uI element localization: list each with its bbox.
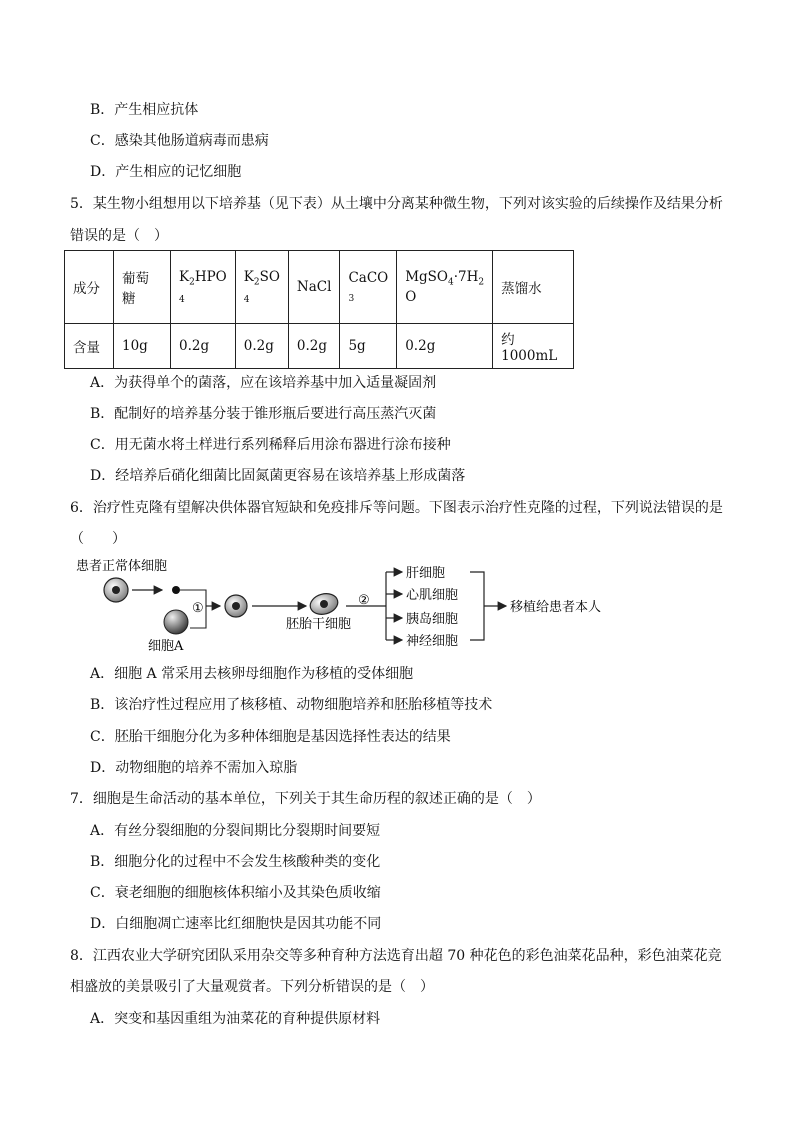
q8-option-a: A．突变和基因重组为油菜花的育种提供原材料 — [90, 1011, 381, 1027]
q5-stem-line1: 5．某生物小组想用以下培养基（见下表）从土壤中分离某种微生物，下列对该实验的后续操作及结果分析 — [70, 196, 723, 212]
q7-option-c: C．衰老细胞的细胞核体积缩小及其染色质收缩 — [90, 885, 381, 901]
q4-option-c: C．感染其他肠道病毒而患病 — [90, 133, 269, 149]
value-k2hpo4: 0.2g — [171, 324, 236, 369]
value-mgso4: 0.2g — [397, 324, 493, 369]
table-value-row — [65, 324, 574, 369]
q4-option-b: B．产生相应抗体 — [90, 102, 199, 118]
transplant-label: 移植给患者本人 — [510, 600, 602, 615]
cell-a-label: 细胞A — [148, 639, 184, 654]
value-nacl: 0.2g — [288, 324, 340, 369]
target-islet: 胰岛细胞 — [406, 612, 459, 627]
step1-label: ① — [192, 601, 204, 616]
reconstructed-cell — [225, 595, 247, 617]
q6-option-a: A．细胞 A 常采用去核卵母细胞作为移植的受体细胞 — [90, 666, 414, 682]
q7-option-d: D．白细胞凋亡速率比红细胞快是因其功能不同 — [90, 916, 382, 932]
branch-right — [470, 572, 484, 640]
q6-option-b: B．该治疗性过程应用了核移植、动物细胞培养和胚胎移植等技术 — [90, 697, 493, 713]
q8-stem-line2: 相盛放的美景吸引了大量观赏者。下列分析错误的是（ ） — [70, 979, 434, 995]
col-water: 蒸馏水 — [493, 251, 574, 324]
nucleus-dot — [172, 586, 180, 594]
q7-option-b: B．细胞分化的过程中不会发生核酸种类的变化 — [90, 854, 381, 870]
col-caco3: CaCO 3 — [340, 251, 397, 324]
q4-option-d: D．产生相应的记忆细胞 — [90, 164, 242, 180]
col-glucose: 葡萄糖 — [114, 251, 171, 324]
q5-option-b: B．配制好的培养基分装于锥形瓶后要进行高压蒸汽灭菌 — [90, 406, 437, 422]
target-cardiac: 心肌细胞 — [406, 588, 459, 603]
value-label: 含量 — [65, 324, 114, 369]
value-glucose: 10g — [114, 324, 171, 369]
col-k2hpo4: $K_2HPO$ 4 — [171, 251, 236, 324]
q5-option-c: C．用无菌水将土样进行系列稀释后用涂布器进行涂布接种 — [90, 437, 451, 453]
step2-label: ② — [358, 593, 370, 608]
q6-option-c: C．胚胎干细胞分化为多种体细胞是基因选择性表达的结果 — [90, 729, 451, 745]
target-neuron: 神经细胞 — [406, 634, 459, 649]
q6-stem-line1: 6．治疗性克隆有望解决供体器官短缺和免疫排斥等问题。下图表示治疗性克隆的过程，下列说法错误的是 — [70, 500, 723, 516]
embryonic-stem-cell — [308, 591, 340, 618]
value-caco3: 5g — [340, 324, 397, 369]
q7-stem: 7．细胞是生命活动的基本单位，下列关于其生命历程的叙述正确的是（ ） — [70, 791, 541, 807]
q6-stem-line2: （ ） — [70, 531, 126, 547]
header-label: 成分 — [65, 251, 114, 324]
col-k2so4: $K_2SO$ 4 — [235, 251, 288, 324]
q5-stem-line2: 错误的是（ ） — [70, 228, 168, 244]
q7-option-a: A．有丝分裂细胞的分裂间期比分裂期时间要短 — [90, 823, 381, 839]
es-cell-label: 胚胎干细胞 — [286, 617, 352, 632]
patient-somatic-cell — [104, 578, 128, 602]
q8-stem-line1: 8．江西农业大学研究团队采用杂交等多种育种方法选育出超 70 种花色的彩色油菜花品种，彩色油菜花竞 — [70, 948, 722, 964]
q5-option-a: A．为获得单个的菌落，应在该培养基中加入适量凝固剂 — [90, 375, 437, 391]
patient-cell-label: 患者正常体细胞 — [76, 559, 168, 574]
q5-option-d: D．经培养后硝化细菌比固氮菌更容易在该培养基上形成菌落 — [90, 468, 466, 484]
q6-option-d: D．动物细胞的培养不需加入琼脂 — [90, 760, 298, 776]
therapeutic-cloning-diagram — [76, 556, 656, 656]
value-water: 约 1000mL — [493, 324, 574, 369]
value-k2so4: 0.2g — [235, 324, 288, 369]
col-mgso4: $MgSO_4\cdot 7H_2$ O — [397, 251, 493, 324]
target-liver: 肝细胞 — [406, 566, 446, 581]
col-nacl: NaCl — [288, 251, 340, 324]
cell-a — [164, 610, 188, 634]
medium-composition-table — [64, 250, 574, 369]
table-header-row — [65, 251, 574, 324]
